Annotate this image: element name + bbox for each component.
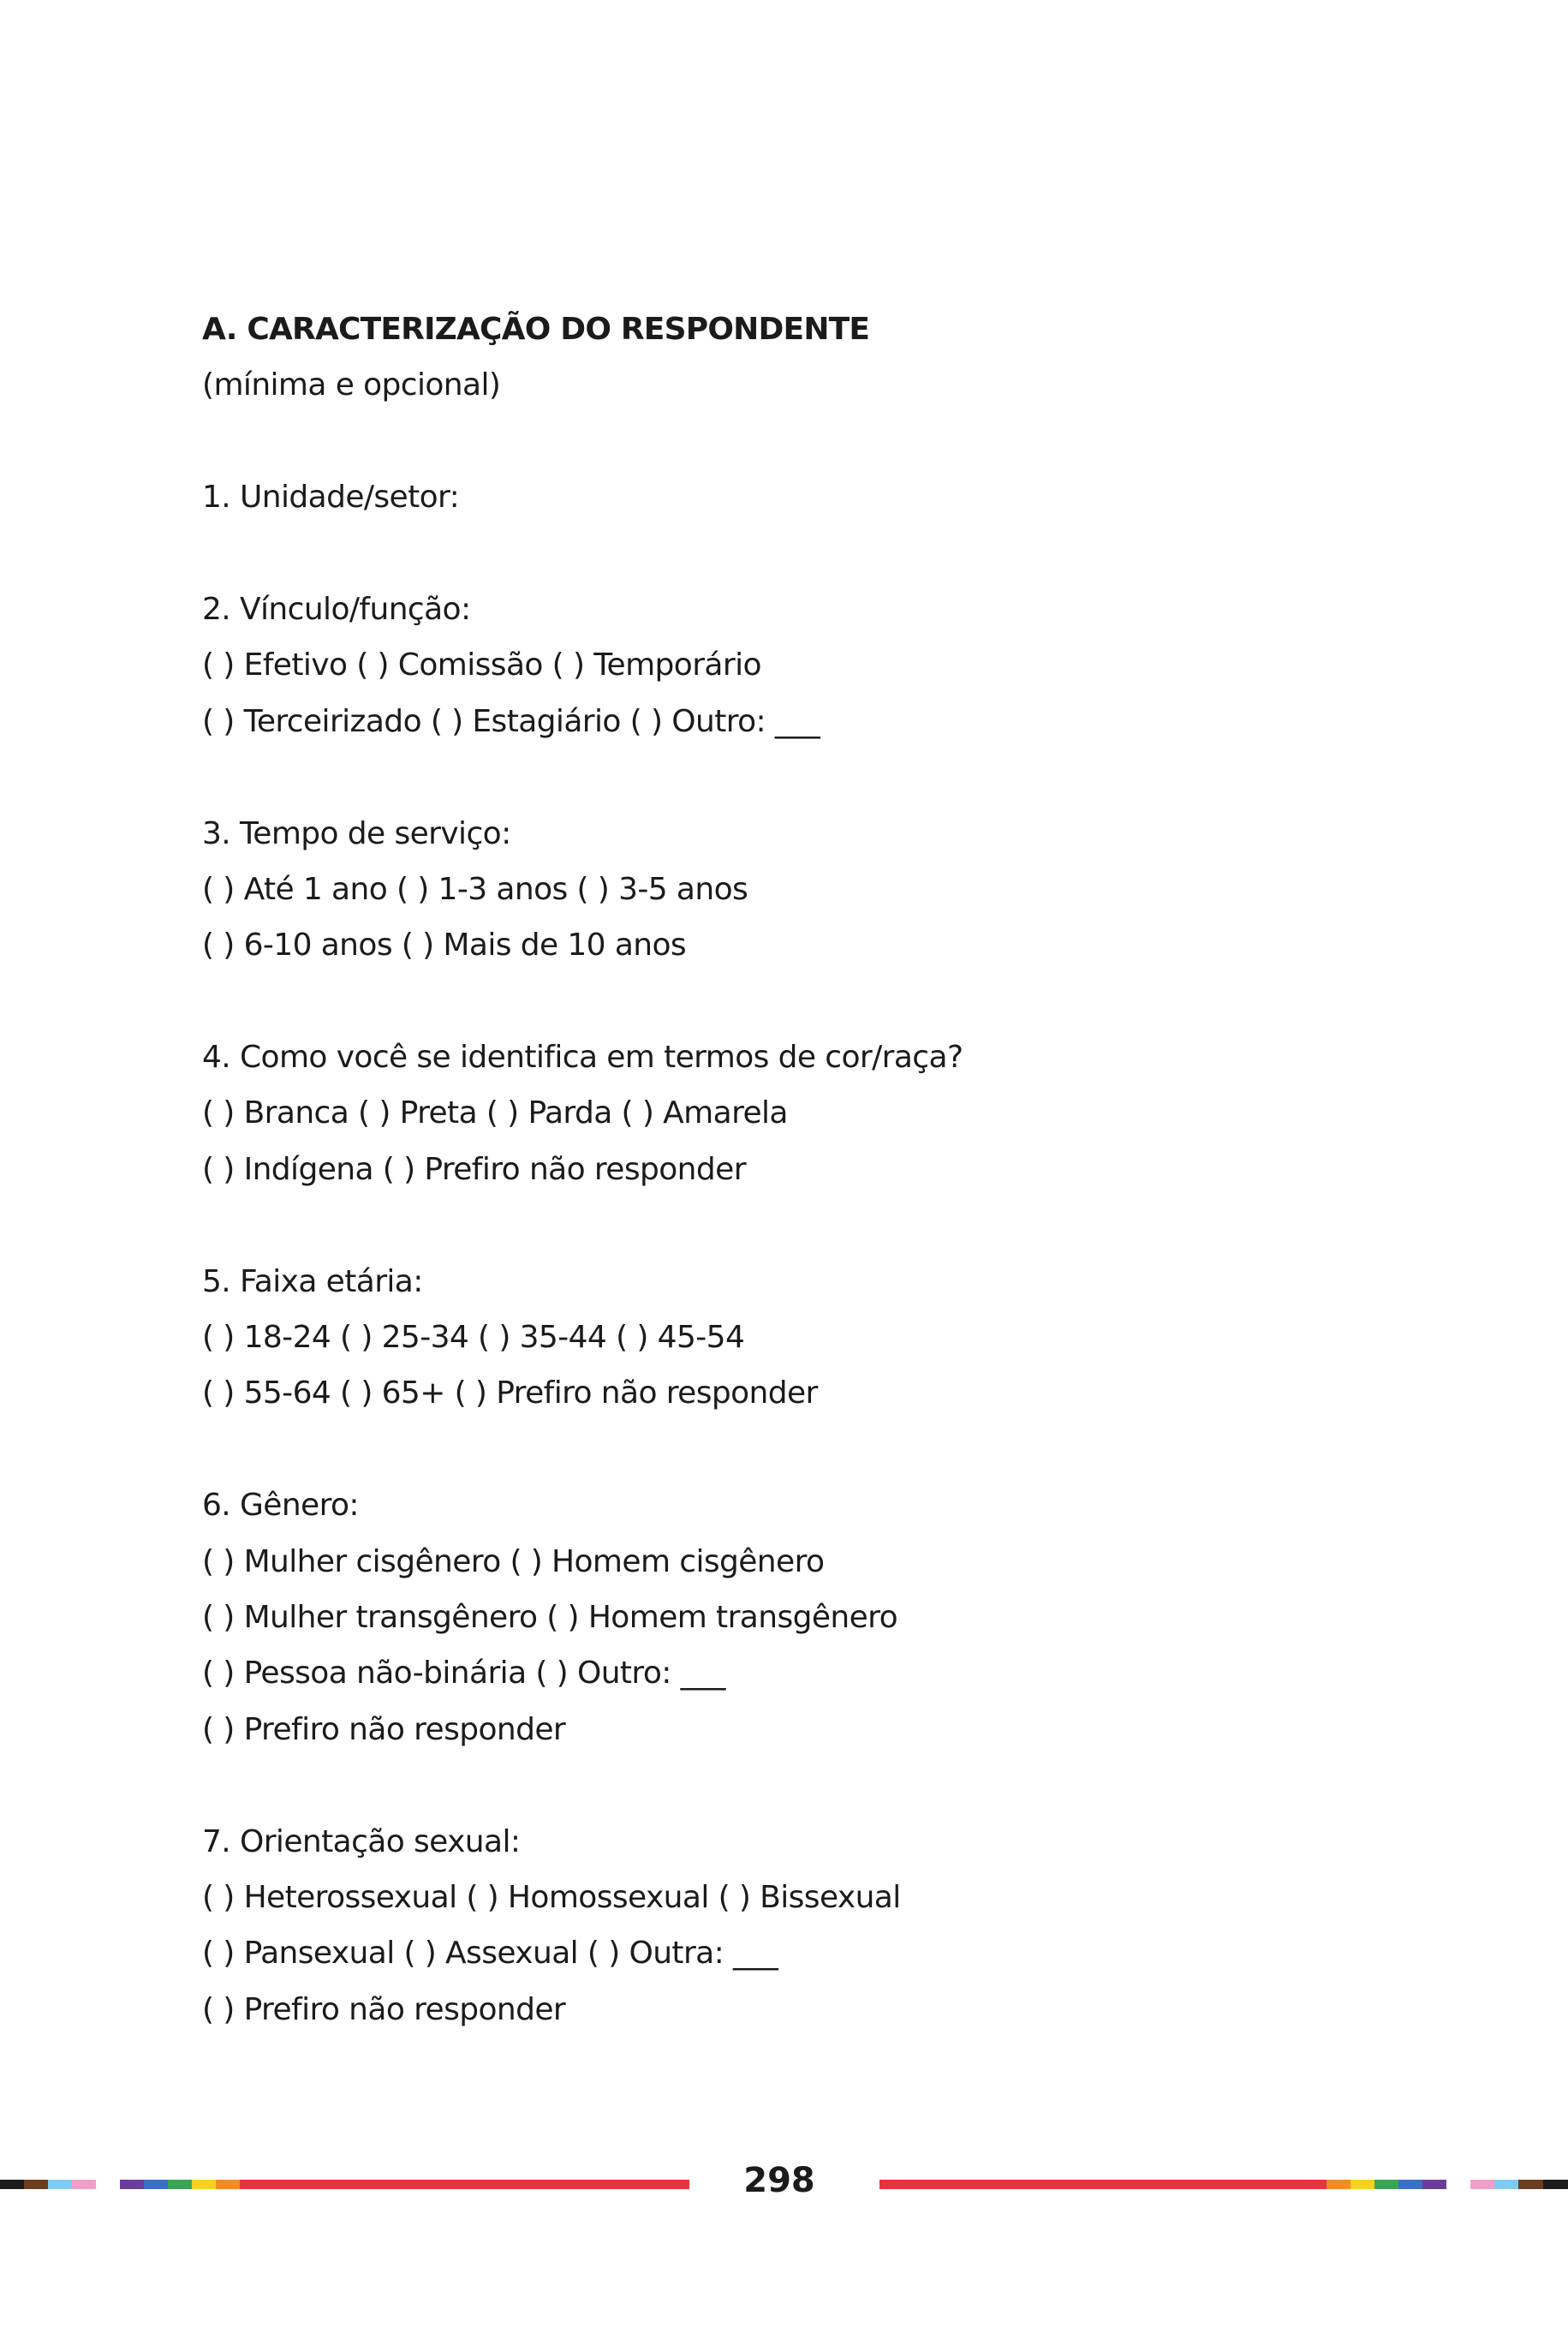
question-options-line: ( ) Pessoa não-binária ( ) Outro: ___ xyxy=(202,1656,725,1692)
question-label: 7. Orientação sexual: xyxy=(202,1823,521,1859)
question-options-line: ( ) Prefiro não responder xyxy=(202,1711,566,1747)
question-list xyxy=(202,414,1401,2038)
page-number: 298 xyxy=(743,2161,815,2200)
question-options-line: ( ) Mulher transgênero ( ) Homem transgênero xyxy=(202,1599,898,1635)
question-options-line: ( ) 55-64 ( ) 65+ ( ) Prefiro não responder xyxy=(202,1375,818,1411)
question-options-line: ( ) Branca ( ) Preta ( ) Parda ( ) Amarela xyxy=(202,1095,788,1131)
question-spacer xyxy=(202,526,1401,582)
question-label: 6. Gênero: xyxy=(202,1488,359,1524)
footer-color-segment xyxy=(879,2180,1327,2189)
footer-color-segment xyxy=(1327,2180,1350,2189)
footer-color-segment xyxy=(24,2180,48,2189)
question-label: 1. Unidade/setor: xyxy=(202,480,460,516)
footer-color-bar-left xyxy=(0,2180,689,2189)
question-spacer xyxy=(202,414,1401,469)
question-spacer xyxy=(202,1757,1401,1813)
footer-color-segment xyxy=(1422,2180,1446,2189)
question-spacer xyxy=(202,974,1401,1029)
question-label: 4. Como você se identifica em termos de cor/raça? xyxy=(202,1040,963,1076)
question-options-line: ( ) Efetivo ( ) Comissão ( ) Temporário xyxy=(202,647,761,683)
question-options-line: ( ) Indígena ( ) Prefiro não responder xyxy=(202,1151,746,1187)
footer-color-segment xyxy=(48,2180,72,2189)
question-options-line: ( ) 18-24 ( ) 25-34 ( ) 35-44 ( ) 45-54 xyxy=(202,1320,745,1356)
footer-color-bar-right xyxy=(879,2180,1568,2189)
question-spacer xyxy=(202,1422,1401,1477)
footer-color-segment xyxy=(1470,2180,1494,2189)
question-options-line: ( ) Pansexual ( ) Assexual ( ) Outra: ___ xyxy=(202,1936,778,1972)
question-options-line: ( ) Mulher cisgênero ( ) Homem cisgênero xyxy=(202,1543,825,1579)
footer-color-segment xyxy=(72,2180,96,2189)
footer-color-segment xyxy=(1398,2180,1422,2189)
section-subtitle: (mínima e opcional) xyxy=(202,367,501,403)
question-options-line: ( ) Prefiro não responder xyxy=(202,1991,566,2027)
question-options-line: ( ) Até 1 ano ( ) 1-3 anos ( ) 3-5 anos xyxy=(202,871,748,907)
footer-color-segment xyxy=(1374,2180,1398,2189)
footer-color-segment xyxy=(168,2180,192,2189)
footer-color-segment xyxy=(120,2180,144,2189)
footer-color-segment xyxy=(144,2180,168,2189)
questionnaire-section xyxy=(202,301,1401,2038)
question-options-line: ( ) Terceirizado ( ) Estagiário ( ) Outro: ___ xyxy=(202,703,820,739)
footer-color-segment xyxy=(1350,2180,1374,2189)
footer-color-segment xyxy=(192,2180,216,2189)
footer-color-segment xyxy=(1543,2180,1568,2189)
question-label: 3. Tempo de serviço: xyxy=(202,815,511,851)
footer-color-segment xyxy=(216,2180,240,2189)
question-options-line: ( ) 6-10 anos ( ) Mais de 10 anos xyxy=(202,928,687,964)
question-options-line: ( ) Heterossexual ( ) Homossexual ( ) Bissexual xyxy=(202,1879,901,1915)
section-title: A. CARACTERIZAÇÃO DO RESPONDENTE xyxy=(202,312,870,347)
footer-color-segment xyxy=(0,2180,24,2189)
question-label: 5. Faixa etária: xyxy=(202,1263,423,1299)
footer-color-segment xyxy=(1518,2180,1543,2189)
question-spacer xyxy=(202,1197,1401,1253)
footer-color-segment xyxy=(1494,2180,1518,2189)
question-label: 2. Vínculo/função: xyxy=(202,591,471,627)
question-spacer xyxy=(202,749,1401,805)
footer-color-segment xyxy=(240,2180,689,2189)
